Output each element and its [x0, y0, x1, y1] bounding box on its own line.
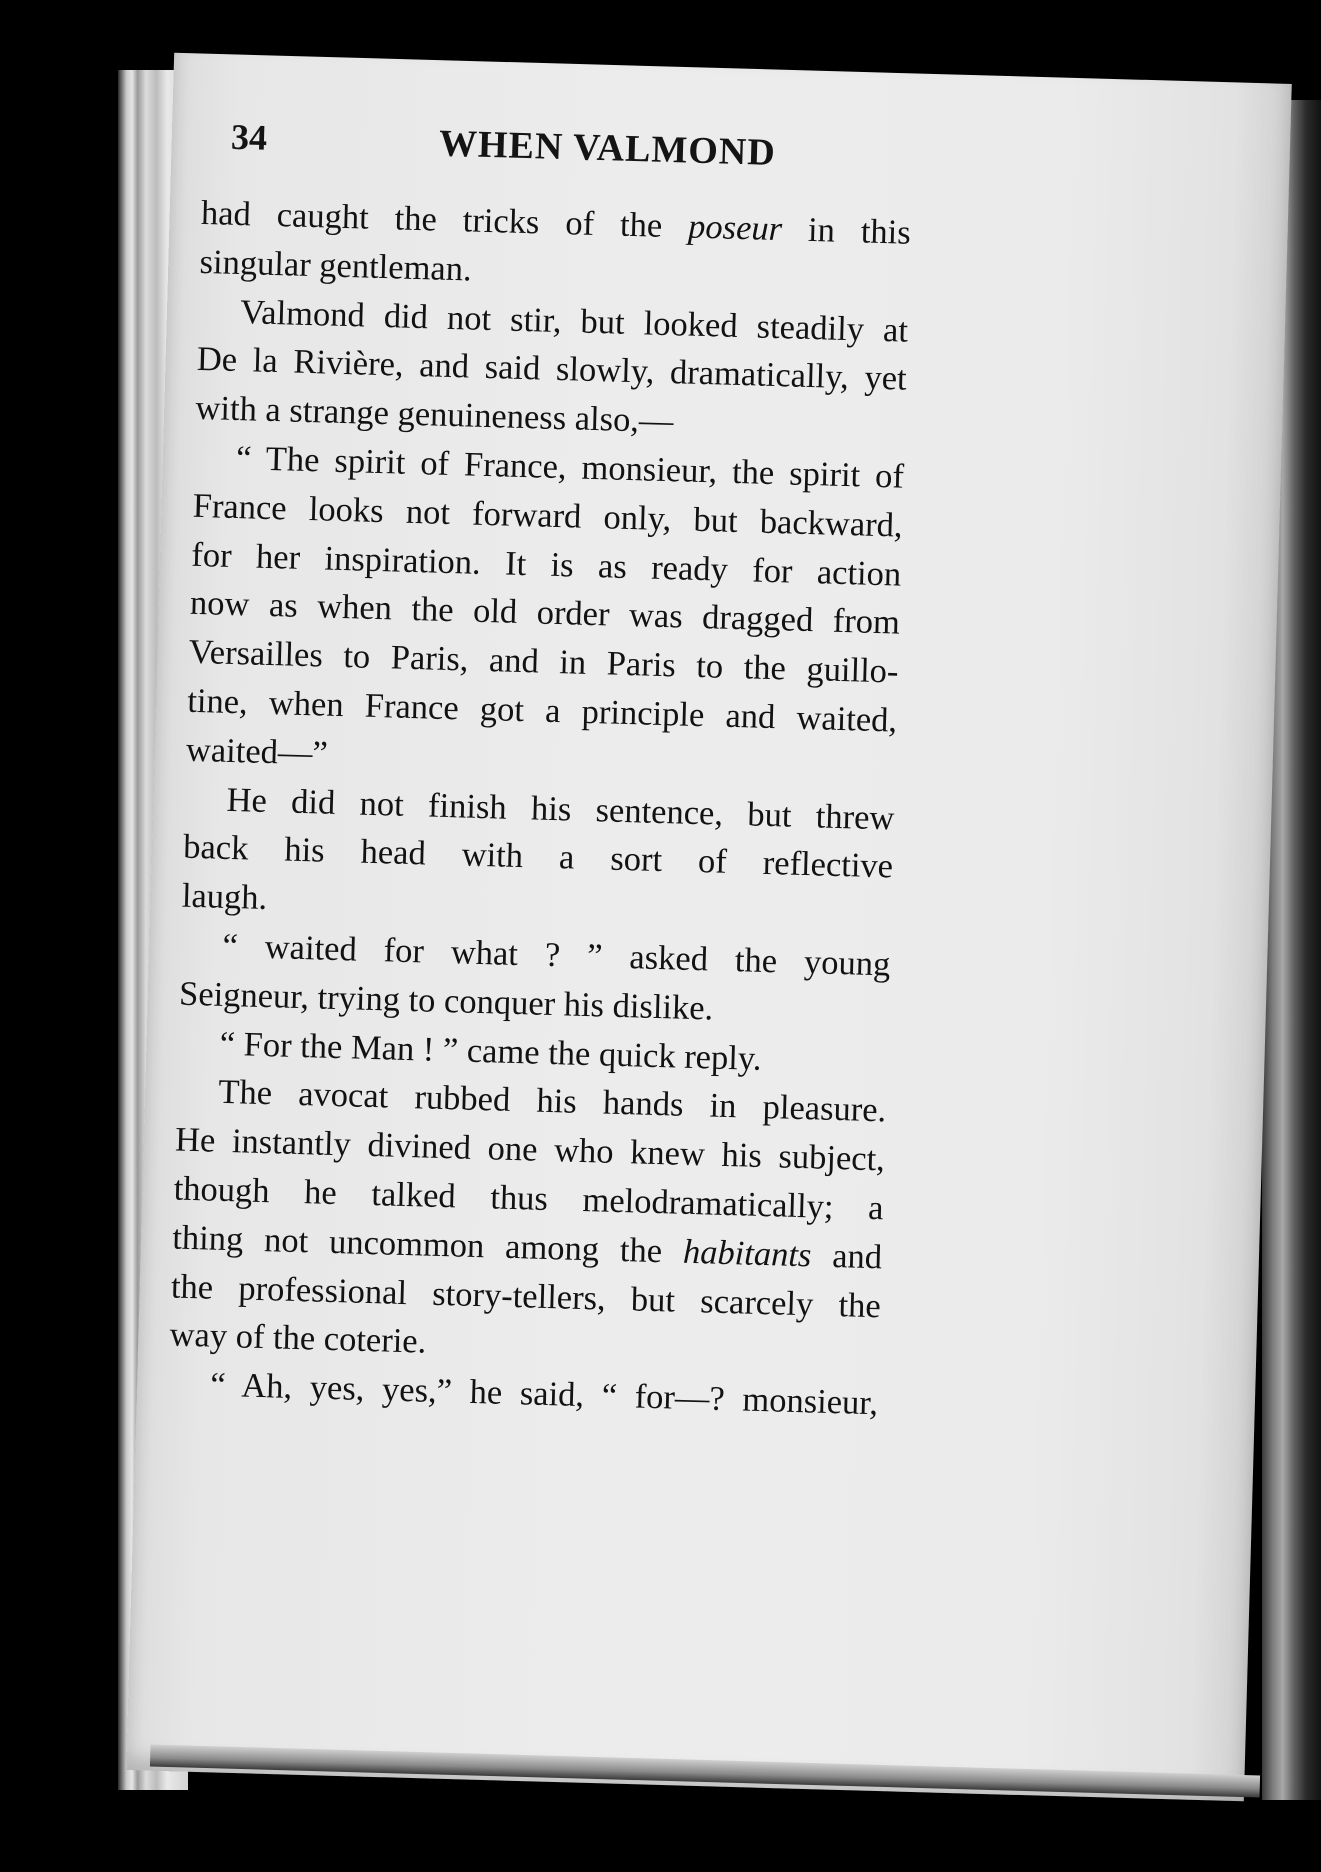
text-run: back his head with a sort of reflective [182, 828, 894, 886]
text-run: singular gentleman. [199, 242, 473, 289]
running-head [230, 108, 1011, 190]
page-number: 34 [230, 116, 268, 158]
running-title: WHEN VALMOND [438, 122, 777, 174]
text-run: though he talked thus melodramatically; a [173, 1169, 885, 1228]
text-run: waited—” [185, 730, 329, 773]
italic-word: poseur [687, 207, 783, 249]
text-run: had caught the tricks of the [200, 193, 689, 246]
text-run: in this [781, 210, 912, 252]
text-run: thing not uncommon among the [171, 1218, 684, 1271]
text-run: Valmond did not stir, but looked steadily at [239, 292, 909, 350]
text-run: now as when the old order was dragged from [189, 584, 901, 642]
text-run: He instantly divined one who knew his subject, [174, 1120, 886, 1179]
italic-word: habitants [682, 1232, 812, 1275]
text-run: and [810, 1236, 883, 1277]
text-run: tine, when France got a principle and waited, [186, 681, 898, 740]
body-text [168, 189, 912, 1428]
text-run: “ For the Man ! ” came the quick reply. [219, 1024, 763, 1078]
text-run: for her inspiration. It is as ready for action [190, 535, 902, 594]
text-run: Seigneur, trying to conquer his dislike. [178, 974, 714, 1028]
text-run: France looks not forward only, but backward, [192, 486, 904, 545]
text-run: laugh. [181, 876, 268, 918]
text-run: He did not finish his sentence, but threw [226, 780, 895, 838]
text-run: The avocat rubbed his hands in pleasure. [217, 1073, 887, 1130]
text-run: De la Rivière, and said slowly, dramatically, yet [196, 340, 908, 399]
text-run: Versailles to Paris, and in Paris to the guillo- [188, 632, 899, 691]
text-run: “ waited for what ? ” asked the young [222, 926, 891, 984]
text-run: with a strange genuineness also,— [195, 389, 675, 441]
text-run: “ Ah, yes, yes,” he said, “ for—? monsieur, [209, 1365, 879, 1423]
text-run: way of the coterie. [169, 1315, 427, 1361]
text-run: the professional story-tellers, but scarcely the [170, 1267, 882, 1325]
text-run: “ The spirit of France, monsieur, the spirit of [235, 438, 905, 496]
